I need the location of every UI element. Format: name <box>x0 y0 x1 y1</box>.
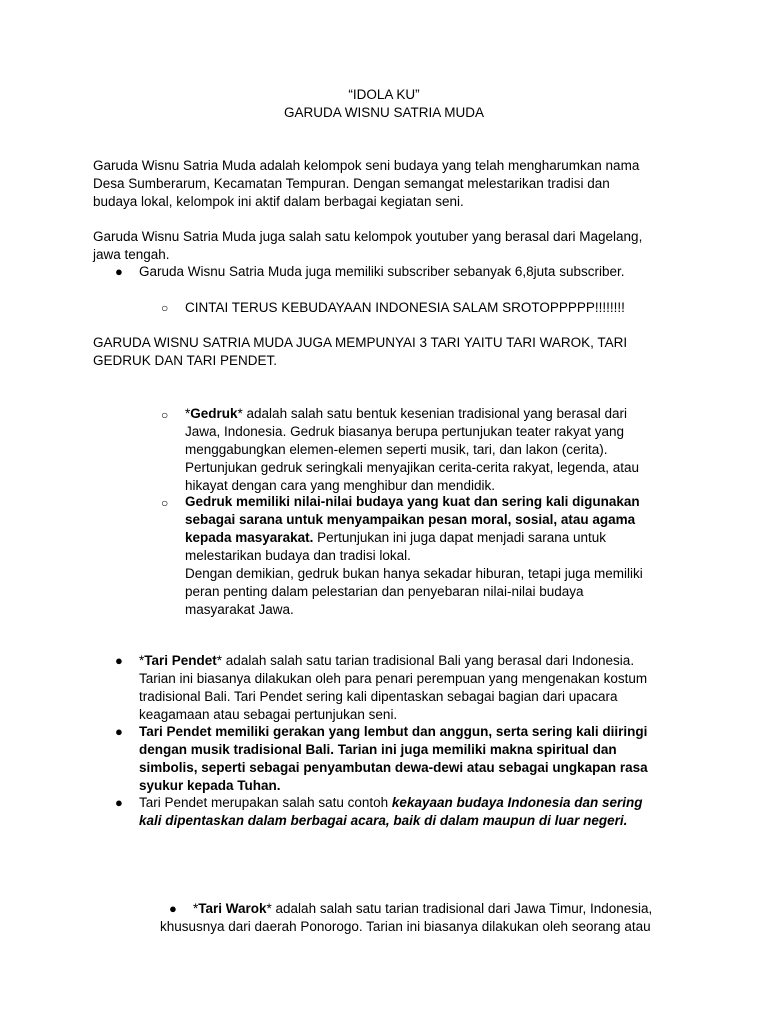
text-line: melestarikan budaya dan tradisi lokal. <box>185 548 411 563</box>
text-line: GEDRUK DAN TARI PENDET. <box>93 353 278 368</box>
warok-item-line-1: *Tari Warok* adalah salah satu tarian tradisional dari Jawa Timur, Indonesia, <box>193 901 653 916</box>
text-line: Jawa, Indonesia. Gedruk biasanya berupa pertunjukan teater rakyat yang <box>185 424 625 439</box>
bullet-disc-icon: ● <box>115 653 123 668</box>
subscriber-bullet-text: Garuda Wisnu Satria Muda juga memiliki subscriber sebanyak 6,8juta subscriber. <box>139 264 625 279</box>
document-title: “IDOLA KU” <box>348 87 420 102</box>
slogan-bullet-text: CINTAI TERUS KEBUDAYAAN INDONESIA SALAM SROTOPPPPP!!!!!!!! <box>185 300 625 315</box>
text-line: menggabungkan elemen-elemen seperti musik, tari, dan lakon (cerita). <box>185 442 608 457</box>
tari-heading <box>93 334 627 370</box>
text-line: Pertunjukan gedruk seringkali menyajikan cerita-cerita rakyat, legenda, atau <box>185 460 639 475</box>
warok-item-line-2: khususnya dari daerah Ponorogo. Tarian ini biasanya dilakukan oleh seorang atau <box>160 919 651 934</box>
text-line: sebagai sarana untuk menyampaikan pesan moral, sosial, atau agama <box>185 512 636 527</box>
text-line: keagamaan atau sebagai pertunjukan seni. <box>139 707 398 722</box>
pendet-term: Tari Pendet <box>144 653 217 668</box>
bullet-disc-icon: ● <box>115 724 123 739</box>
text-line: dengan musik tradisional Bali. Tarian ini juga memiliki makna spiritual dan <box>139 742 617 757</box>
text-line: *Tari Pendet* adalah salah satu tarian tradisional Bali yang berasal dari Indonesia. <box>139 653 635 668</box>
text-line: simbolis, seperti sebagai penyambutan dewa-dewi atau sebagai ungkapan rasa <box>139 760 648 775</box>
text-line: Garuda Wisnu Satria Muda adalah kelompok seni budaya yang telah mengharumkan nama <box>93 158 640 173</box>
bullet-circle-icon: ○ <box>161 408 169 422</box>
gedruk-item-2 <box>185 493 643 619</box>
bullet-disc-icon: ● <box>169 901 177 916</box>
pendet-item-2 <box>139 723 648 795</box>
intro-paragraph-1 <box>93 157 639 211</box>
gedruk-item-1 <box>185 405 639 495</box>
text-line: jawa tengah. <box>93 247 170 262</box>
text-line: Desa Sumberarum, Kecamatan Tempuran. Dengan semangat melestarikan tradisi dan <box>93 176 610 191</box>
gedruk-term: Gedruk <box>190 406 238 421</box>
text-line: budaya lokal, kelompok ini aktif dalam berbagai kegiatan seni. <box>93 194 464 209</box>
text-line: kali dipentaskan dalam berbagai acara, baik di dalam maupun di luar negeri. <box>139 813 628 828</box>
text-line: kepada masyarakat. Pertunjukan ini juga dapat menjadi sarana untuk <box>185 530 607 545</box>
text-line: Garuda Wisnu Satria Muda juga salah satu kelompok youtuber yang berasal dari Magelang, <box>93 229 643 244</box>
text-line: Tari Pendet merupakan salah satu contoh kekayaan budaya Indonesia dan sering <box>139 795 643 810</box>
pendet-item-1 <box>139 652 647 724</box>
bullet-circle-icon: ○ <box>161 496 169 510</box>
pendet-item-3 <box>139 794 643 830</box>
text-line: Tarian ini biasanya dilakukan oleh para penari perempuan yang mengenakan kostum <box>139 671 648 686</box>
document-subtitle: GARUDA WISNU SATRIA MUDA <box>283 105 485 120</box>
bullet-circle-icon: ○ <box>161 301 169 315</box>
text-line: masyarakat Jawa. <box>185 602 294 617</box>
bullet-disc-icon: ● <box>115 795 123 810</box>
text-line: syukur kepada Tuhan. <box>139 778 281 793</box>
text-line: tradisional Bali. Tari Pendet sering kali dipentaskan sebagai bagian dari upacara <box>139 689 618 704</box>
text-line: Tari Pendet memiliki gerakan yang lembut dan anggun, serta sering kali diiringi <box>139 724 648 739</box>
text-line: peran penting dalam pelestarian dan penyebaran nilai-nilai budaya <box>185 584 584 599</box>
intro-paragraph-2 <box>93 228 642 264</box>
text-line: Dengan demikian, gedruk bukan hanya sekadar hiburan, tetapi juga memiliki <box>185 566 643 581</box>
text-line: *Gedruk* adalah salah satu bentuk kesenian tradisional yang berasal dari <box>185 406 628 421</box>
bullet-disc-icon: ● <box>115 264 123 279</box>
text-line: GARUDA WISNU SATRIA MUDA JUGA MEMPUNYAI 3 TARI YAITU TARI WAROK, TARI <box>93 335 628 350</box>
text-line: Gedruk memiliki nilai-nilai budaya yang kuat dan sering kali digunakan <box>185 494 640 509</box>
text-line: hikayat dengan cara yang menghibur dan mendidik. <box>185 478 495 493</box>
warok-term: Tari Warok <box>198 901 267 916</box>
